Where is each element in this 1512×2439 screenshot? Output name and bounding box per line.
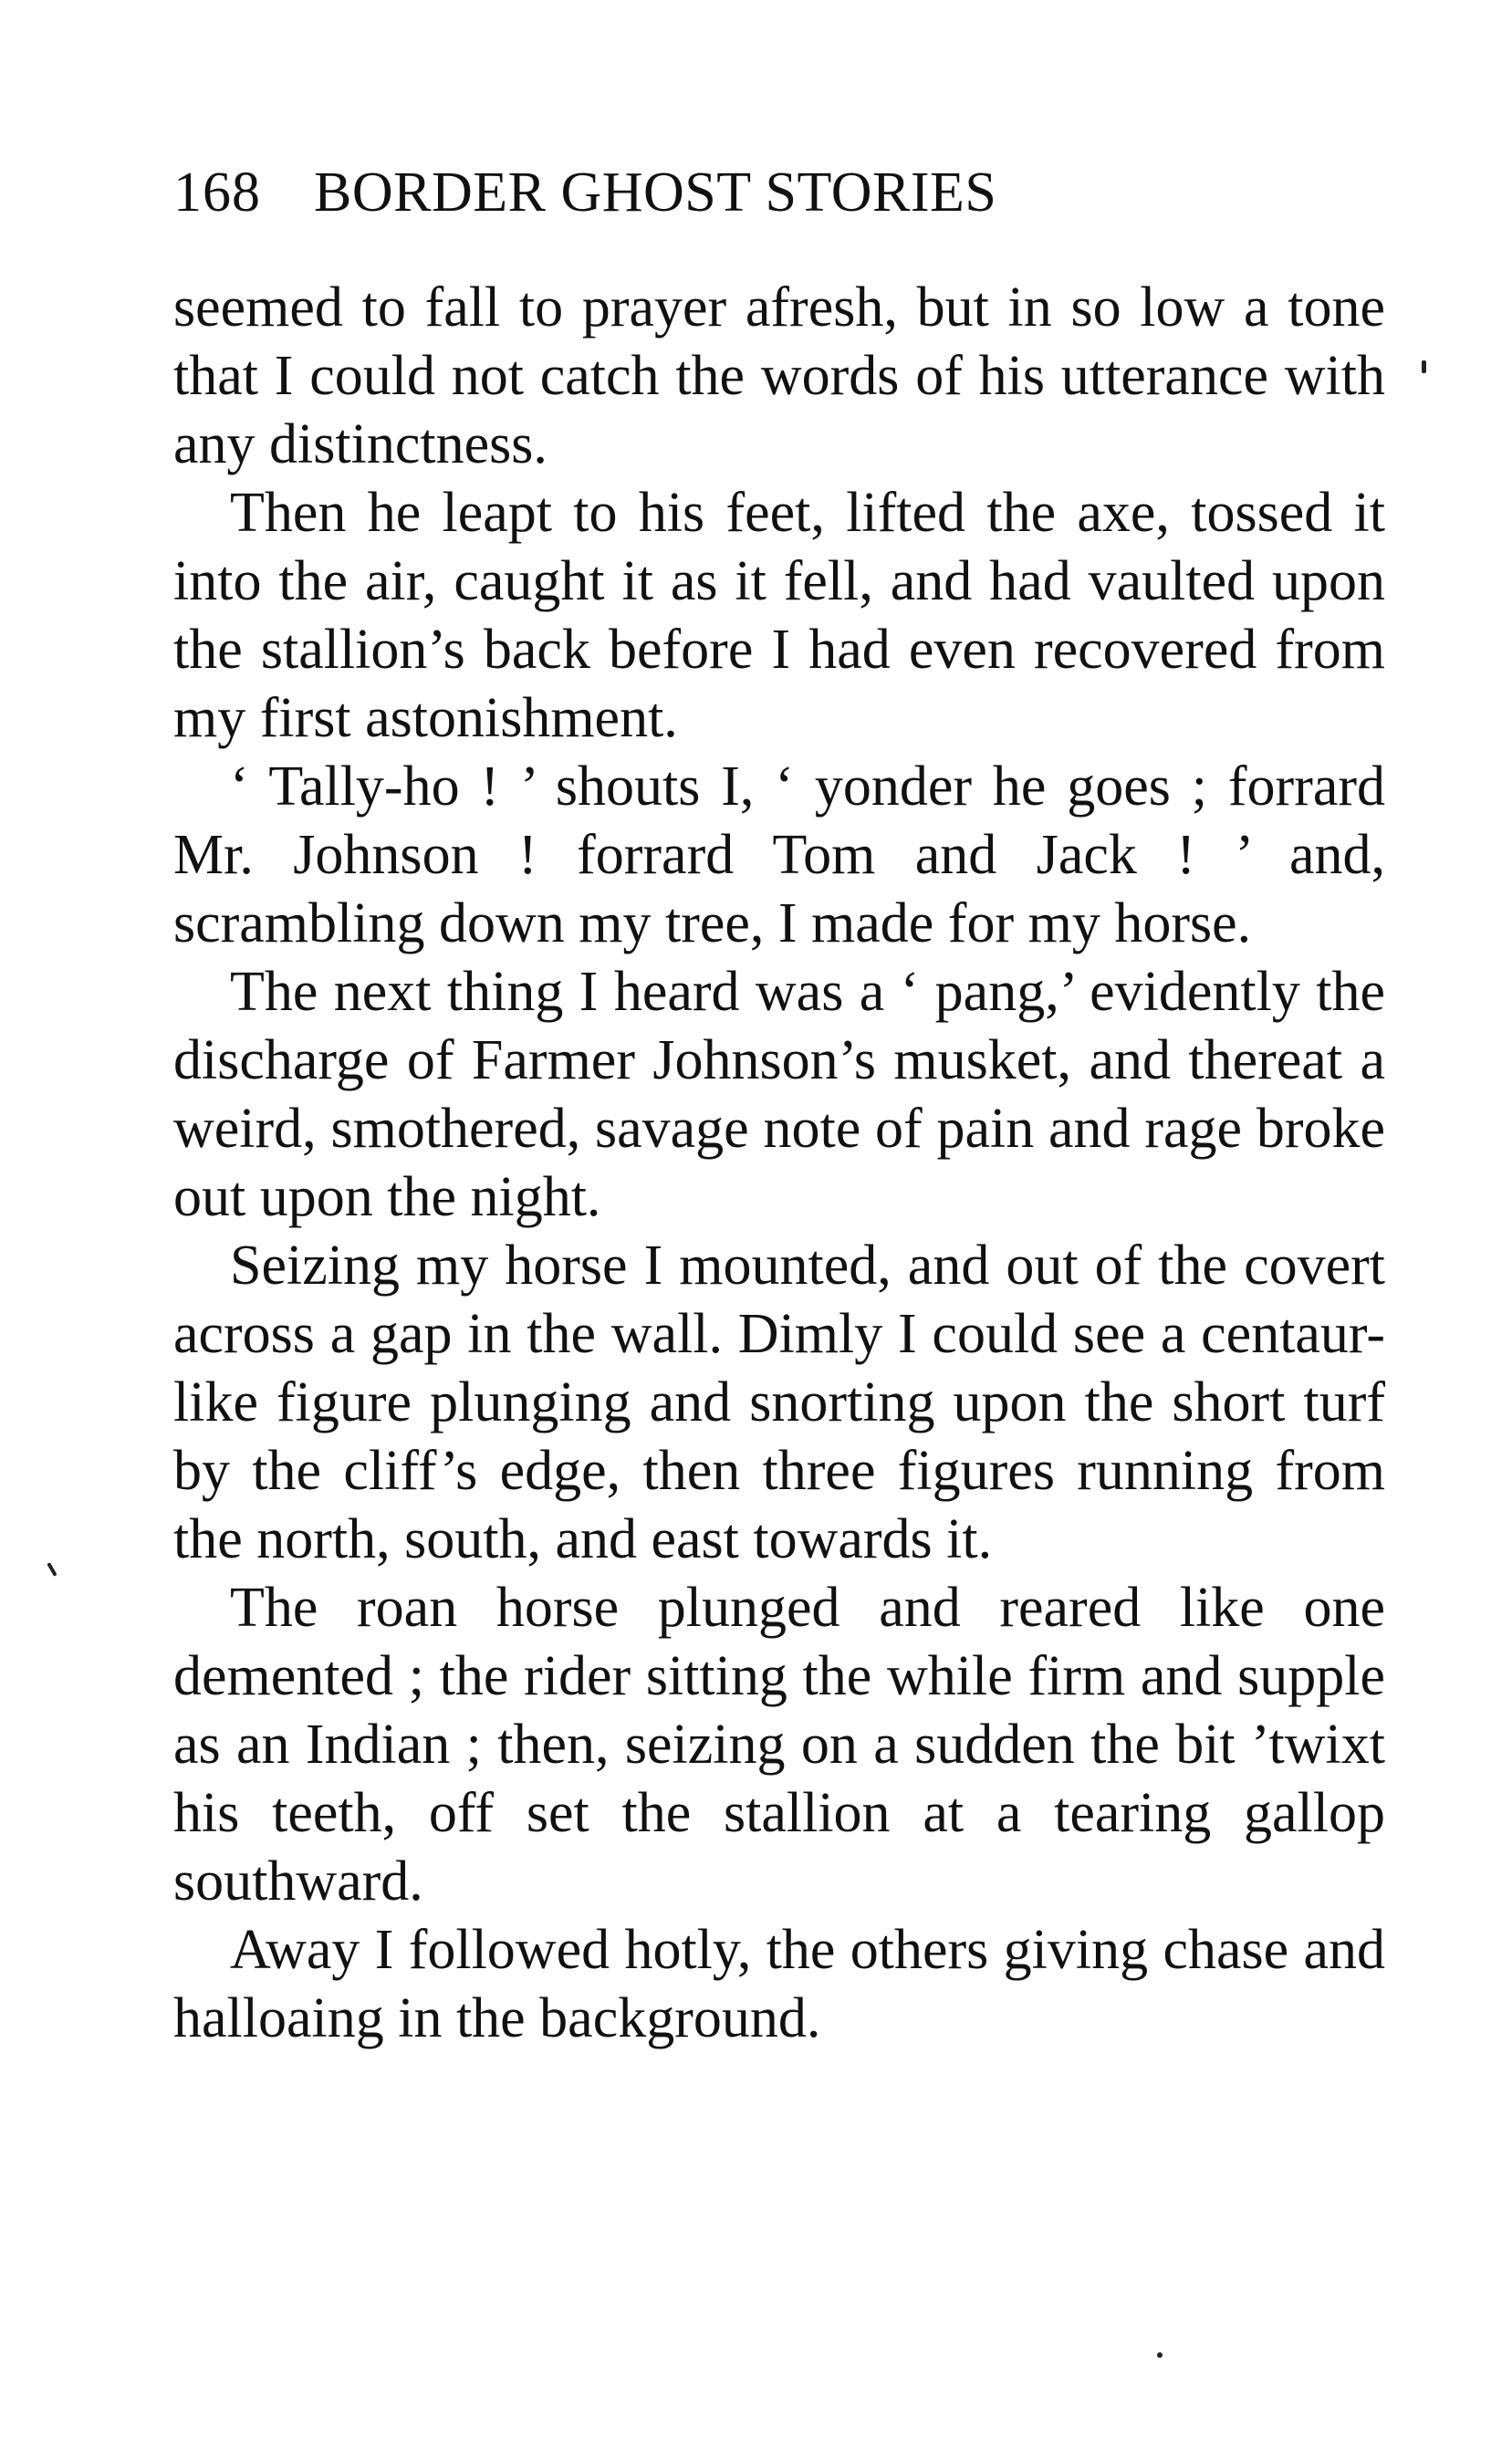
- paragraph: Away I followed hotly, the others giving chase and halloaing in the background.: [173, 1919, 1385, 2049]
- running-title: BORDER GHOST STORIES: [314, 162, 997, 224]
- body-text: [173, 274, 1385, 2053]
- print-speck: [47, 1562, 57, 1577]
- paragraph: The next thing I heard was a ‘ pang,’ evidently the discharge of Farmer Johnson’s musket, and thereat a weird, smothered, savage note of pain and rage broke out upon the night.: [173, 961, 1385, 1228]
- paragraph: Then he leapt to his feet, lifted the axe, tossed it into the air, caught it as it fell, and had vaulted upon the stallion’s back before I had even recovered from my first astonishment.: [173, 482, 1385, 749]
- paragraph: The roan horse plunged and reared like one demented ; the rider sitting the while firm and supple as an Indian ; then, seizing on a sudden the bit ’twixt his teeth, off set the stallion at a tearing gallop southward.: [173, 1577, 1385, 1913]
- paragraph-continued: seemed to fall to prayer afresh, but in so low a tone that I could not catch the words of his utterance with any distinctness.: [173, 276, 1385, 475]
- paragraph: Seizing my horse I mounted, and out of the covert across a gap in the wall. Dimly I could see a centaur-like figure plunging and snorting upon the short turf by the cliff’s edge, then three figures running from the north, south, and east towards it.: [173, 1235, 1385, 1570]
- paragraph: ‘ Tally-ho ! ’ shouts I, ‘ yonder he goes ; forrard Mr. Johnson ! forrard Tom and Jack ! ’ and, scrambling down my tree, I made for my horse.: [173, 756, 1385, 954]
- page-number: 168: [173, 162, 261, 224]
- print-speck: [1157, 2352, 1163, 2358]
- running-head: [173, 162, 997, 224]
- print-speck: [1422, 360, 1426, 373]
